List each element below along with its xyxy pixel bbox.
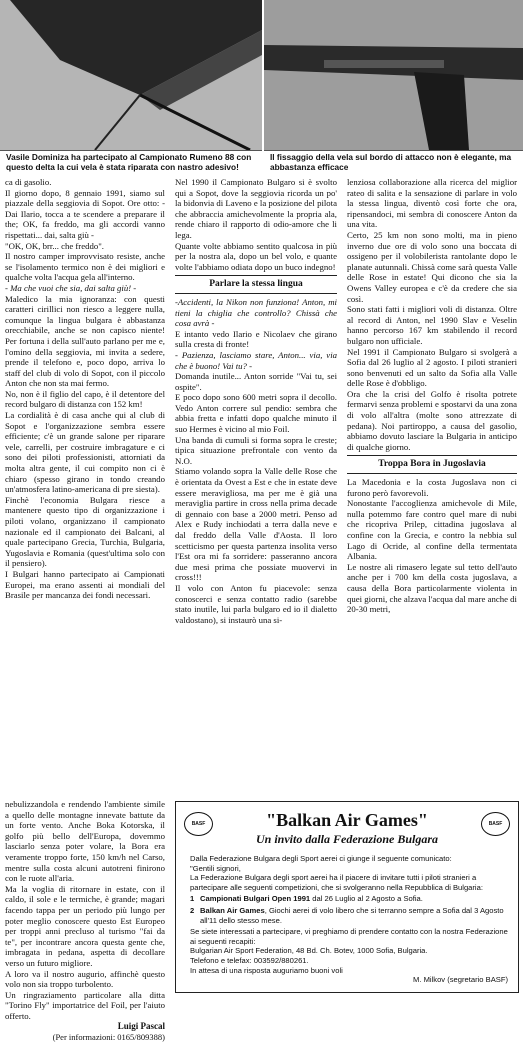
paragraph: Una banda di cumuli si forma sopra le creste; tipica situazione prefrontale con vento da N.O. bbox=[175, 434, 337, 466]
divider bbox=[175, 275, 337, 276]
photo-right-caption: Il fissaggio della vela sul bordo di attacco non è elegante, ma abbastanza efficace bbox=[270, 152, 512, 172]
photo-right bbox=[264, 0, 523, 151]
paragraph: I Bulgari hanno partecipato ai Campionati Europei, ma erano assenti ai mondiali del Brasile per mancanza dei fondi necessari. bbox=[5, 568, 165, 601]
list-text bbox=[200, 906, 508, 925]
paragraph: lenziosa collaborazione alla ricerca del miglior rateo di salita e la sensazione di parlare in volo la stessa lingua, diventò così forte che ora, ripensandoci, mi sembra di conoscere Anton da una vita. bbox=[347, 177, 517, 230]
intro: Dalla Federazione Bulgara degli Sport aerei ci giunge il seguente comunicato: bbox=[190, 854, 452, 863]
paragraph: "OK, OK, brr... che freddo". bbox=[5, 240, 104, 251]
paragraph: Stiamo volando sopra la Valle delle Rose che è orientata da Ovest a Est e che in estate deve essere meravigliosa, ma per me è già una meraviglia partire in cross nella prima decade di gennaio con base a 2000 metri. Penso ad Alex e Rudy inchiodati a terra dalla neve e dal freddo della Valle d'Aosta. Il loro scetticismo per questa partenza insolita verso l'Est ora mi fa sorridere: passeranno ancora due mesi prima che possiate muovervi in cross!!! bbox=[175, 466, 337, 583]
paragraph: Sono stati fatti i migliori voli di distanza. Oltre al record di Anton, nel 1990 Slav e Veselin hanno percorso 167 km stabilendo il record bulgaro non ufficiale. bbox=[347, 304, 517, 346]
address: Bulgarian Air Sport Federation, 48 Bd. Ch. Botev, 1000 Sofia, Bulgaria. bbox=[190, 946, 428, 956]
paragraph: Le nostre ali rimasero legate sul tetto dell'auto anche per i 700 km della costa jugoslava, a causa della Bora particolarmente violenta in quei giorni, che alzava l'acqua dal mare anche di 20-30 metri, bbox=[347, 561, 517, 615]
logo-text: BASF bbox=[191, 821, 206, 827]
closing: In attesa di una risposta auguriamo buoni voli bbox=[190, 965, 343, 975]
paragraph: Ora che la crisi del Golfo è risolta potrete fermarvi senza problemi e spostarvi da una zona di volo all'altra (molte sono attrezzate di pedana). Noi partiroppo, a causa del gasolio, abbiamo dovuto lasciare la Bulgaria in anticipo di qualche giorno. bbox=[347, 388, 517, 452]
section-title: Parlare la stessa lingua bbox=[209, 279, 303, 290]
info-line: (Per informazioni: 0165/809388) bbox=[52, 1032, 165, 1043]
author-signature: Luigi Pascal bbox=[117, 1021, 165, 1032]
paragraph: Quante volte abbiamo sentito qualcosa in più per la nostra ala, dopo un bel volo, e quante volte l'abbiamo odiata dopo un buco indegno! bbox=[175, 240, 337, 272]
paragraph: La Macedonia e la costa Jugoslava non ci furono però favorevoli. bbox=[347, 477, 517, 498]
paragraph: E intanto vedo Ilario e Nicolaev che girano sulla cresta di fronte! bbox=[175, 328, 337, 350]
paragraph: Il giorno dopo, 8 gennaio 1991, siamo sul piazzale della seggiovia di Sopot. Ore otto: - Dai Ilario, tocca a te scendere a preparare il the; OK, fa freddo, ma gli accordi vanno rispettati... dai, salta giù - bbox=[5, 187, 165, 240]
paragraph: Certo, 25 km non sono molti, ma in pieno inverno due ore di volo sono una boccata di ossigeno per il volobilerista rantolante dopo le planate autunnali. Chissà come sarà questa Valle delle Rose in estate! Qui dicono che sia la Owens Valley europea e c'è da credere che sia così. bbox=[347, 229, 517, 304]
divider bbox=[347, 455, 517, 456]
list-item bbox=[190, 894, 508, 904]
photo-left bbox=[0, 0, 262, 151]
contact-text: Se siete interessati a partecipare, vi preghiamo di prendere contatto con la nostra Federazione ai seguenti recapiti: bbox=[190, 927, 508, 946]
event-name: Campionati Bulgari Open 1991 bbox=[200, 894, 311, 904]
paragraph: -Accidenti, la Nikon non funziona! Anton, mi tieni la chiglia che controllo? Chissà che cosa avrà - bbox=[175, 296, 337, 329]
logo-text: BASF bbox=[488, 821, 503, 827]
paragraph: Domanda inutile... Anton sorride "Vai tu, sei ospite". bbox=[175, 371, 337, 392]
event-details: dal 26 Luglio al 2 Agosto a Sofia. bbox=[310, 894, 423, 904]
column-3 bbox=[347, 177, 517, 615]
box-title: "Balkan Air Games" bbox=[266, 810, 428, 830]
paragraph: - Ma che vuoi che sia, dai salta giù! - bbox=[5, 282, 137, 293]
paragraph: Maledico la mia ignoranza: con questi caratteri cirillici non riesco a leggere nulla, comunque la lingua bulgara è abbastanza orecchiabile, anche se non capisco niente! Per fortuna i della sull'auto parlano per me e, l'omino della seggiovia, mi invita a sedere, prende il telefono e, poco dopo, arriva lo staff del club di volo di Sopot, con il piccolo Anton che non sta mai fermo. bbox=[5, 293, 165, 389]
hang-glider-photo-left bbox=[0, 0, 262, 150]
box-signature: M. Milkov (segretario BASF) bbox=[413, 975, 508, 985]
paragraph: Nel 1990 il Campionato Bulgaro si è svolto qui a Sopot, dove la seggiovia ricorda un po' la bidonvia di Laveno e la posizione del pilota che abbraccia amichevolmente la propria ala, rende chiaro il rapporto di odio-amore che li lega. bbox=[175, 177, 337, 240]
paragraph: ca di gasolio. bbox=[5, 177, 52, 187]
greeting: "Gentili signori, bbox=[190, 863, 241, 873]
column-1-bottom bbox=[5, 799, 165, 1043]
paragraph: E poco dopo sono 600 metri sopra il decollo. Vedo Anton correre sul pendio: sembra che abbia fretta e infatti dopo qualche minuto il suo Hermes è vicino al mio Foil. bbox=[175, 392, 337, 435]
photo-left-caption: Vasile Dominiza ha partecipato al Campionato Rumeno 88 con questo delta la cui vela è stata riparata con nastro adesivo! bbox=[6, 152, 252, 172]
paragraph: Finchè l'economia Bulgara riesce a mantenere questo tipo di organizzazione i piloti volano, organizzano il campionato nazionale ed il campionato dei Balcani, al quale partecipano Grecia, Turchia, Bulgaria, Yugoslavia e Romania (quest'ultima solo con il pensiero). bbox=[5, 494, 165, 569]
balkan-air-games-box bbox=[175, 801, 519, 993]
paragraph: Nel 1991 il Campionato Bulgaro si svolgerà a Sofia dal 26 luglio al 2 agosto. I piloti stranieri sono benvenuti ed un salto da Sofia alla Valle delle Rose è d'obbligo. bbox=[347, 346, 517, 389]
list-item bbox=[190, 906, 508, 925]
phone: Telefono e telefax: 003592/880261. bbox=[190, 955, 309, 965]
section-title: Troppa Bora in Jugoslavia bbox=[378, 459, 486, 470]
body-text: La Federazione Bulgara degli sport aerei ha il piacere di invitare tutti i piloti stranieri a partecipare alle seguenti competizioni, che si svolgeranno nella Repubblica di Bulgaria: bbox=[190, 873, 483, 892]
list-text bbox=[200, 894, 508, 904]
paragraph: A loro va il nostro augurio, affinchè questo volo non sia troppo turbolento. bbox=[5, 968, 165, 990]
list-number: 2 bbox=[190, 905, 195, 915]
paragraph: Nonostante l'accoglienza amichevole di Mile, nulla potemmo fare contro quel mare di nubi che ricopriva Prilep, cittadina jugoslava al confine con la Grecia, e contro la nebbia sul Lago di Ocride, al confine della termentata Albania. bbox=[347, 498, 517, 562]
paragraph: Il volo con Anton fu piacevole: senza conoscerci e senza contatto radio (sarebbe stato inutile, lui parla bulgaro ed io il dialetto valdostano), si instaurò una si- bbox=[175, 582, 337, 625]
column-1 bbox=[5, 177, 165, 601]
list-number: 1 bbox=[190, 894, 195, 904]
sail-attachment-photo-right bbox=[264, 0, 523, 150]
divider bbox=[175, 293, 337, 294]
event-name: Balkan Air Games bbox=[200, 905, 265, 915]
paragraph: Il nostro camper improvvisato resiste, anche se l'isolamento termico non è dei migliori e qualche volta l'acqua gela all'interno. bbox=[5, 251, 165, 283]
event-details: , Giochi aerei di volo libero che si terranno sempre a Sofia dal 3 Agosto all'11 dello stesso mese. bbox=[200, 905, 504, 925]
paragraph: Un ringraziamento particolare alla ditta "Torino Fly" importatrice del Foil, per l'aiuto offerto. bbox=[5, 989, 165, 1021]
paragraph: La cordialità è di casa anche qui al club di Sopot e l'organizzazione sembra essere efficiente; c'è un grande salone per riparare vele, carrelli, per costruire imbragature e ci sono dei piloti professionisti, attorniati da molta altra gente, il cui compito non ci è chiaro (spesso girano in tondo creando un'atmosfera latino-americana di pre siesta). bbox=[5, 410, 165, 495]
paragraph: No, non è il figlio del capo, è il detentore del record bulgaro di distanza con 152 km! bbox=[5, 388, 165, 410]
paragraph: - Pazienza, lasciamo stare, Anton... via, via che è buono! Vai tu? - bbox=[175, 349, 337, 371]
column-2 bbox=[175, 177, 337, 625]
paragraph: nebulizzandola e rendendo l'ambiente simile a quello delle montagne innevate battute da un forte vento. Anche Boka Kotorska, il golfo più bello dell'Europa, dovemmo lasciarlo senza poter volare, la Bora era veramente troppo forte, 150 km/h nel Carso, mentre sulla costa alcuni autotreni finirono con le ruote all'aria. bbox=[5, 799, 165, 884]
divider bbox=[347, 473, 517, 474]
box-subtitle: Un invito dalla Federazione Bulgara bbox=[255, 832, 439, 846]
box-body bbox=[190, 854, 508, 985]
paragraph: Ma la voglia di ritornare in estate, con il caldo, il sole e le termiche, è grande; magari facendo tappa per un periodo più lungo per poter meglio conoscere questo Est Europeo per troppi anni precluso al turismo "fai da te", per incontrare ancora questa gente che, imbragata in pedana, aspetta di decollare verso un futuro migliore. bbox=[5, 883, 165, 968]
